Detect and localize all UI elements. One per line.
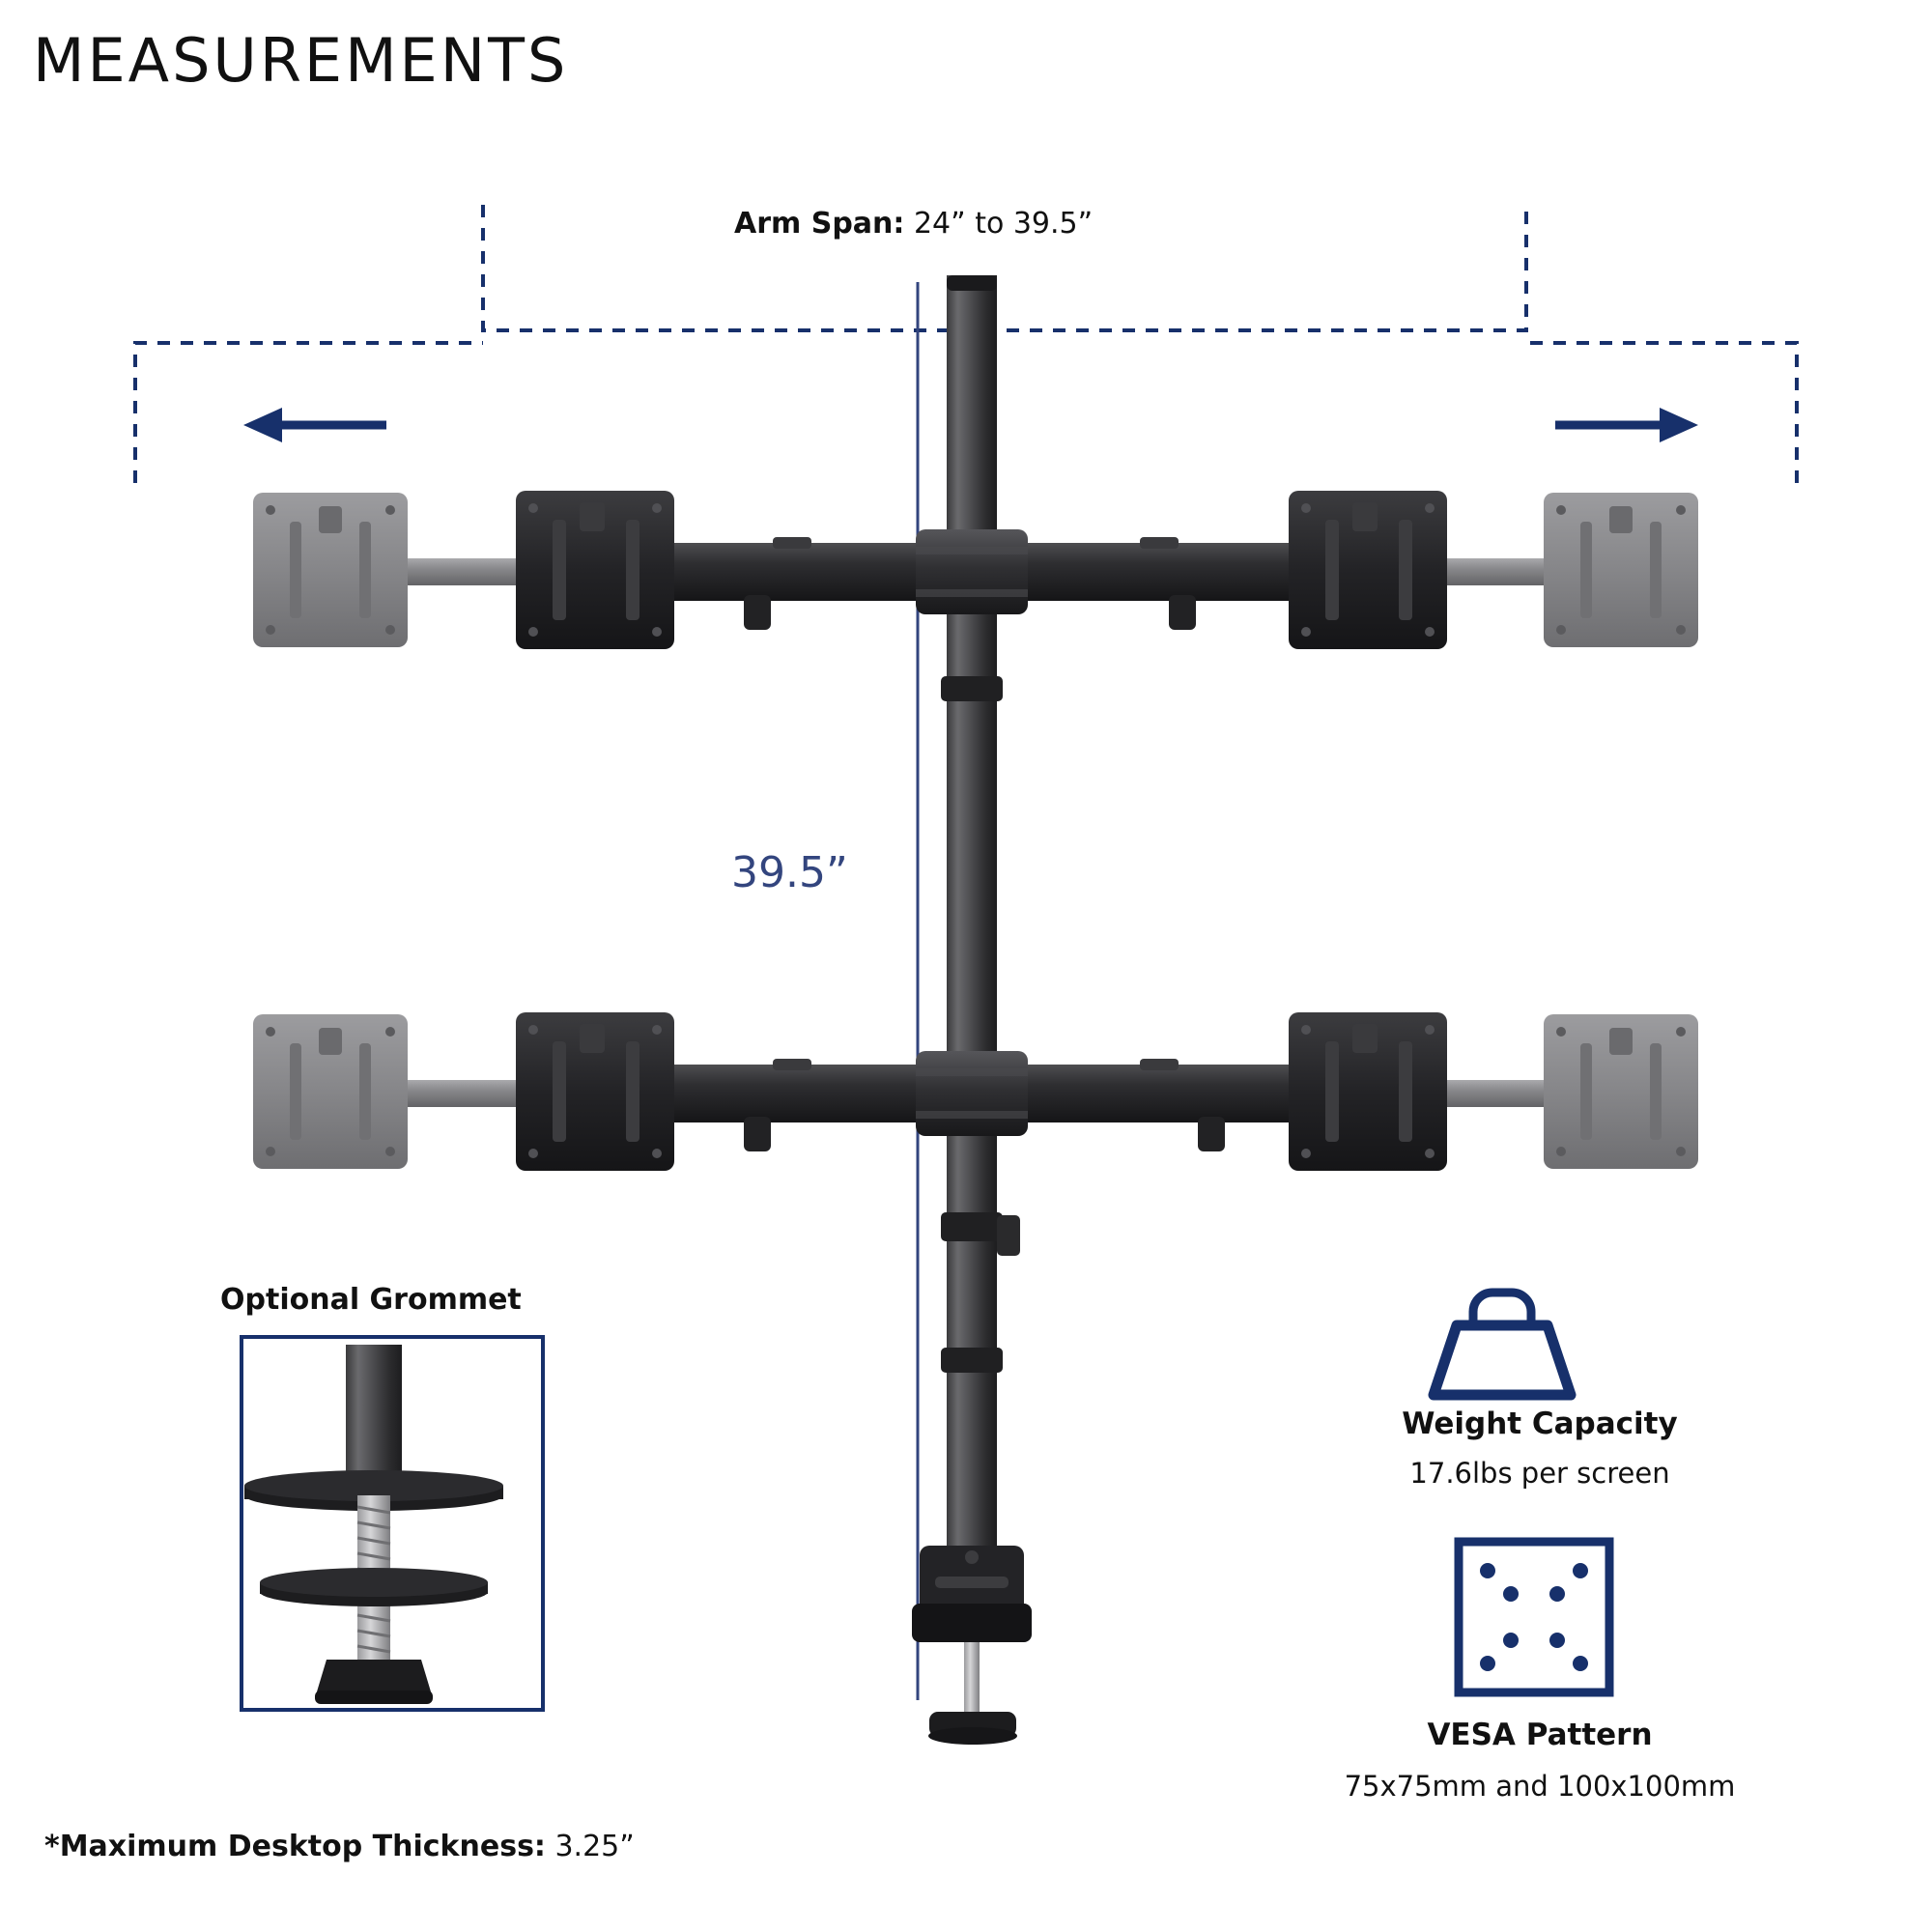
weight-capacity-title: Weight Capacity <box>1402 1406 1678 1441</box>
upper-arm-assembly <box>384 529 1555 630</box>
page-title: MEASUREMENTS <box>33 25 569 96</box>
vesa-plate-lower-right <box>1289 1012 1447 1171</box>
arm-span-label-value: 24” to 39.5” <box>904 207 1094 241</box>
weight-capacity-value: 17.6lbs per screen <box>1409 1457 1670 1490</box>
vesa-plate-upper-far-left <box>253 493 408 647</box>
lower-right-extension-arm <box>1092 1080 1555 1107</box>
upper-center-hub <box>916 529 1028 614</box>
vesa-plate-lower-far-left <box>253 1014 408 1169</box>
upper-left-arm <box>541 543 966 601</box>
vesa-plate-lower-far-right <box>1544 1014 1698 1169</box>
upper-right-arm <box>974 543 1399 601</box>
lower-arm-assembly <box>384 1051 1555 1151</box>
upper-left-extension-arm <box>384 558 848 585</box>
lower-left-arm <box>541 1065 966 1122</box>
optional-grommet-frame <box>240 1335 545 1712</box>
height-dimension-label: 39.5” <box>731 848 848 897</box>
optional-grommet-title: Optional Grommet <box>220 1283 522 1317</box>
arm-span-label <box>734 207 1093 241</box>
arm-span-label-bold: Arm Span: <box>734 207 905 241</box>
upper-right-extension-arm <box>1092 558 1555 585</box>
vesa-plate-upper-right <box>1289 491 1447 649</box>
vesa-pattern-title: VESA Pattern <box>1427 1718 1653 1752</box>
arrow-left-icon <box>243 408 386 442</box>
footnote-bold: *Maximum Desktop Thickness: <box>44 1830 546 1863</box>
desk-clamp <box>912 1546 1032 1745</box>
arrow-right-icon <box>1555 408 1698 442</box>
vesa-plate-lower-left <box>516 1012 674 1171</box>
vesa-plate-upper-far-right <box>1544 493 1698 647</box>
arm-span-bracket <box>135 205 1797 483</box>
vesa-pattern-value: 75x75mm and 100x100mm <box>1344 1770 1736 1803</box>
lower-center-hub <box>916 1051 1028 1136</box>
footnote-value: 3.25” <box>545 1830 635 1863</box>
lower-right-arm <box>974 1065 1399 1122</box>
max-desktop-thickness-note <box>44 1830 635 1863</box>
vesa-plate-upper-left <box>516 491 674 649</box>
mount-pole <box>941 275 1020 1565</box>
lower-left-extension-arm <box>384 1080 848 1107</box>
